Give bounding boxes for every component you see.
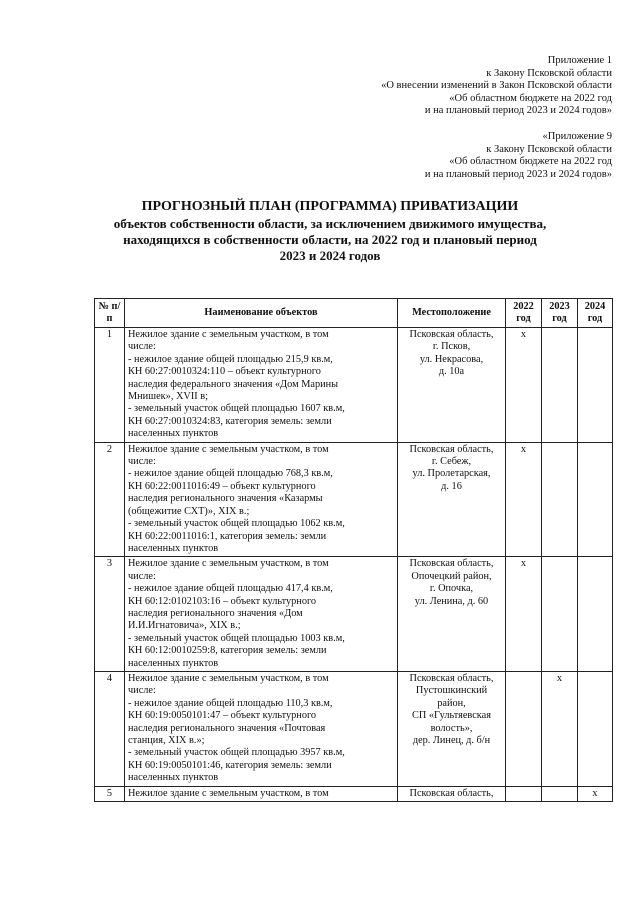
- header-2023: 2023 год: [542, 299, 578, 328]
- name-line: КН 60:12:0102103:16 – объект культурного: [128, 595, 317, 607]
- name-line: КН 60:22:0011016:49 – объект культурного: [128, 480, 316, 492]
- location-line: дер. Линец, д. б/н: [412, 735, 491, 746]
- name-line: станция, XIX в.»;: [128, 735, 205, 746]
- row-num: 3: [95, 557, 125, 672]
- location-line: Пустошкинский: [415, 685, 488, 697]
- location-line: район,: [437, 697, 466, 709]
- name-line: КН 60:27:0010324:83, категория земель: земли: [128, 415, 332, 427]
- location-line: Псковская область,: [409, 787, 494, 799]
- year-2023-mark: х: [542, 671, 578, 786]
- year-2023-mark: [542, 328, 578, 443]
- object-name: [125, 442, 398, 557]
- year-2024-mark: [578, 328, 613, 443]
- name-line: - нежилое здание общей площадью 215,9 кв.м,: [128, 353, 333, 365]
- name-line: - земельный участок общей площадью 1003 кв.м,: [128, 632, 345, 644]
- name-line: наследия регионального значения «Казармы: [128, 493, 323, 505]
- annex-9-header: [425, 131, 612, 181]
- year-2024-mark: [578, 557, 613, 672]
- row-num: 4: [95, 671, 125, 786]
- name-line: наследия регионального значения «Дом: [128, 607, 303, 619]
- name-line: - земельный участок общей площадью 1607 кв.м,: [128, 403, 345, 415]
- year-2023-mark: [542, 557, 578, 672]
- location-line: д. 10а: [438, 366, 465, 378]
- object-name: [125, 557, 398, 672]
- row-num: 5: [95, 786, 125, 801]
- year-2024-mark: х: [578, 786, 613, 801]
- name-line: Нежилое здание с земельным участком, в том: [128, 558, 329, 570]
- object-location: [398, 557, 506, 672]
- table-row: [95, 671, 613, 786]
- location-line: г. Себеж,: [431, 456, 472, 468]
- name-line: Нежилое здание с земельным участком, в том: [128, 787, 329, 799]
- name-line: числе:: [128, 456, 156, 468]
- header-2024: 2024 год: [578, 299, 613, 328]
- name-line: КН 60:19:0050101:46, категория земель: земли: [128, 759, 332, 771]
- annex-9-line: «Приложение 9: [542, 131, 612, 142]
- row-num: 1: [95, 328, 125, 443]
- title-line-2: объектов собственности области, за исключением движимого имущества,: [113, 216, 547, 231]
- document-title: [60, 198, 600, 264]
- name-line: И.И.Игнатовича», XIX в.;: [128, 620, 241, 632]
- table-row: [95, 328, 613, 443]
- location-line: г. Опочка,: [429, 583, 474, 595]
- location-line: Псковская область,: [409, 672, 494, 684]
- location-line: д. 16: [441, 480, 462, 492]
- title-line-4: 2023 и 2024 годов: [279, 248, 381, 263]
- name-line: населенных пунктов: [128, 428, 219, 440]
- object-location: [398, 328, 506, 443]
- name-line: наследия регионального значения «Почтовая: [128, 722, 326, 734]
- header-num: № п/п: [95, 299, 125, 328]
- object-location: [398, 786, 506, 801]
- object-name: [125, 671, 398, 786]
- privatization-table: [94, 298, 613, 802]
- title-line-3: находящихся в собственности области, на 2022 год и плановый период: [123, 232, 537, 247]
- location-line: СП «Гультяевская: [412, 710, 491, 722]
- annex-1-line: «О внесении изменений в Закон Псковской области: [381, 80, 612, 92]
- year-2022-mark: х: [506, 442, 542, 557]
- location-line: ул. Некрасова,: [419, 353, 484, 365]
- table-row: [95, 557, 613, 672]
- name-line: КН 60:27:0010324:110 – объект культурного: [128, 366, 321, 378]
- name-line: Нежилое здание с земельным участком, в том: [128, 329, 329, 340]
- name-line: - нежилое здание общей площадью 110,3 кв.м,: [128, 697, 333, 709]
- name-line: Нежилое здание с земельным участком, в том: [128, 443, 329, 455]
- object-location: [398, 671, 506, 786]
- location-line: Псковская область,: [409, 329, 494, 340]
- name-line: КН 60:19:0050101:47 – объект культурного: [128, 710, 317, 722]
- name-line: Мнишек», XVII в;: [128, 391, 209, 403]
- name-line: Нежилое здание с земельным участком, в том: [128, 672, 329, 684]
- header-2022: 2022 год: [506, 299, 542, 328]
- name-line: - нежилое здание общей площадью 768,3 кв.м,: [128, 468, 333, 480]
- location-line: ул. Пролетарская,: [412, 468, 491, 480]
- annex-1-line: и на плановый период 2023 и 2024 годов»: [424, 105, 612, 117]
- annex-9-line: к Закону Псковской области: [486, 143, 612, 155]
- header-location: Местоположение: [398, 299, 506, 328]
- title-line-1: ПРОГНОЗНЫЙ ПЛАН (ПРОГРАММА) ПРИВАТИЗАЦИИ: [141, 199, 519, 214]
- location-line: г. Псков,: [432, 341, 471, 353]
- name-line: - земельный участок общей площадью 1062 кв.м,: [128, 518, 345, 530]
- location-line: волость»,: [430, 722, 473, 734]
- object-name: [125, 328, 398, 443]
- location-line: Псковская область,: [409, 443, 494, 455]
- object-name: [125, 786, 398, 801]
- annex-1-header: [381, 55, 612, 118]
- name-line: числе:: [128, 341, 156, 353]
- name-line: числе:: [128, 570, 156, 582]
- name-line: КН 60:12:0010259:8, категория земель: земли: [128, 645, 327, 657]
- row-num: 2: [95, 442, 125, 557]
- year-2022-mark: [506, 671, 542, 786]
- table-row: [95, 786, 613, 801]
- year-2023-mark: [542, 786, 578, 801]
- year-2022-mark: [506, 786, 542, 801]
- year-2022-mark: х: [506, 328, 542, 443]
- table-row: [95, 442, 613, 557]
- year-2023-mark: [542, 442, 578, 557]
- year-2024-mark: [578, 442, 613, 557]
- location-line: ул. Ленина, д. 60: [414, 595, 489, 607]
- location-line: Псковская область,: [409, 558, 494, 570]
- name-line: населенных пунктов: [128, 772, 219, 784]
- year-2024-mark: [578, 671, 613, 786]
- header-name: Наименование объектов: [125, 299, 398, 328]
- name-line: числе:: [128, 685, 156, 697]
- annex-1-line: к Закону Псковской области: [486, 67, 612, 79]
- name-line: наследия федерального значения «Дом Марины: [128, 378, 339, 390]
- annex-9-line: и на плановый период 2023 и 2024 годов»: [424, 168, 612, 180]
- name-line: - нежилое здание общей площадью 417,4 кв.м,: [128, 583, 333, 595]
- object-location: [398, 442, 506, 557]
- annex-1-line: Приложение 1: [547, 55, 612, 66]
- location-line: Опочецкий район,: [411, 570, 492, 582]
- name-line: населенных пунктов: [128, 542, 219, 554]
- name-line: КН 60:22:0011016:1, категория земель: земли: [128, 530, 327, 542]
- annex-9-line: «Об областном бюджете на 2022 год: [449, 156, 612, 168]
- annex-1-line: «Об областном бюджете на 2022 год: [449, 92, 612, 104]
- name-line: - земельный участок общей площадью 3957 кв.м,: [128, 747, 345, 759]
- table-header-row: [95, 299, 613, 328]
- name-line: (общежитие СХТ)», XIX в.;: [128, 505, 250, 517]
- name-line: населенных пунктов: [128, 657, 219, 669]
- year-2022-mark: х: [506, 557, 542, 672]
